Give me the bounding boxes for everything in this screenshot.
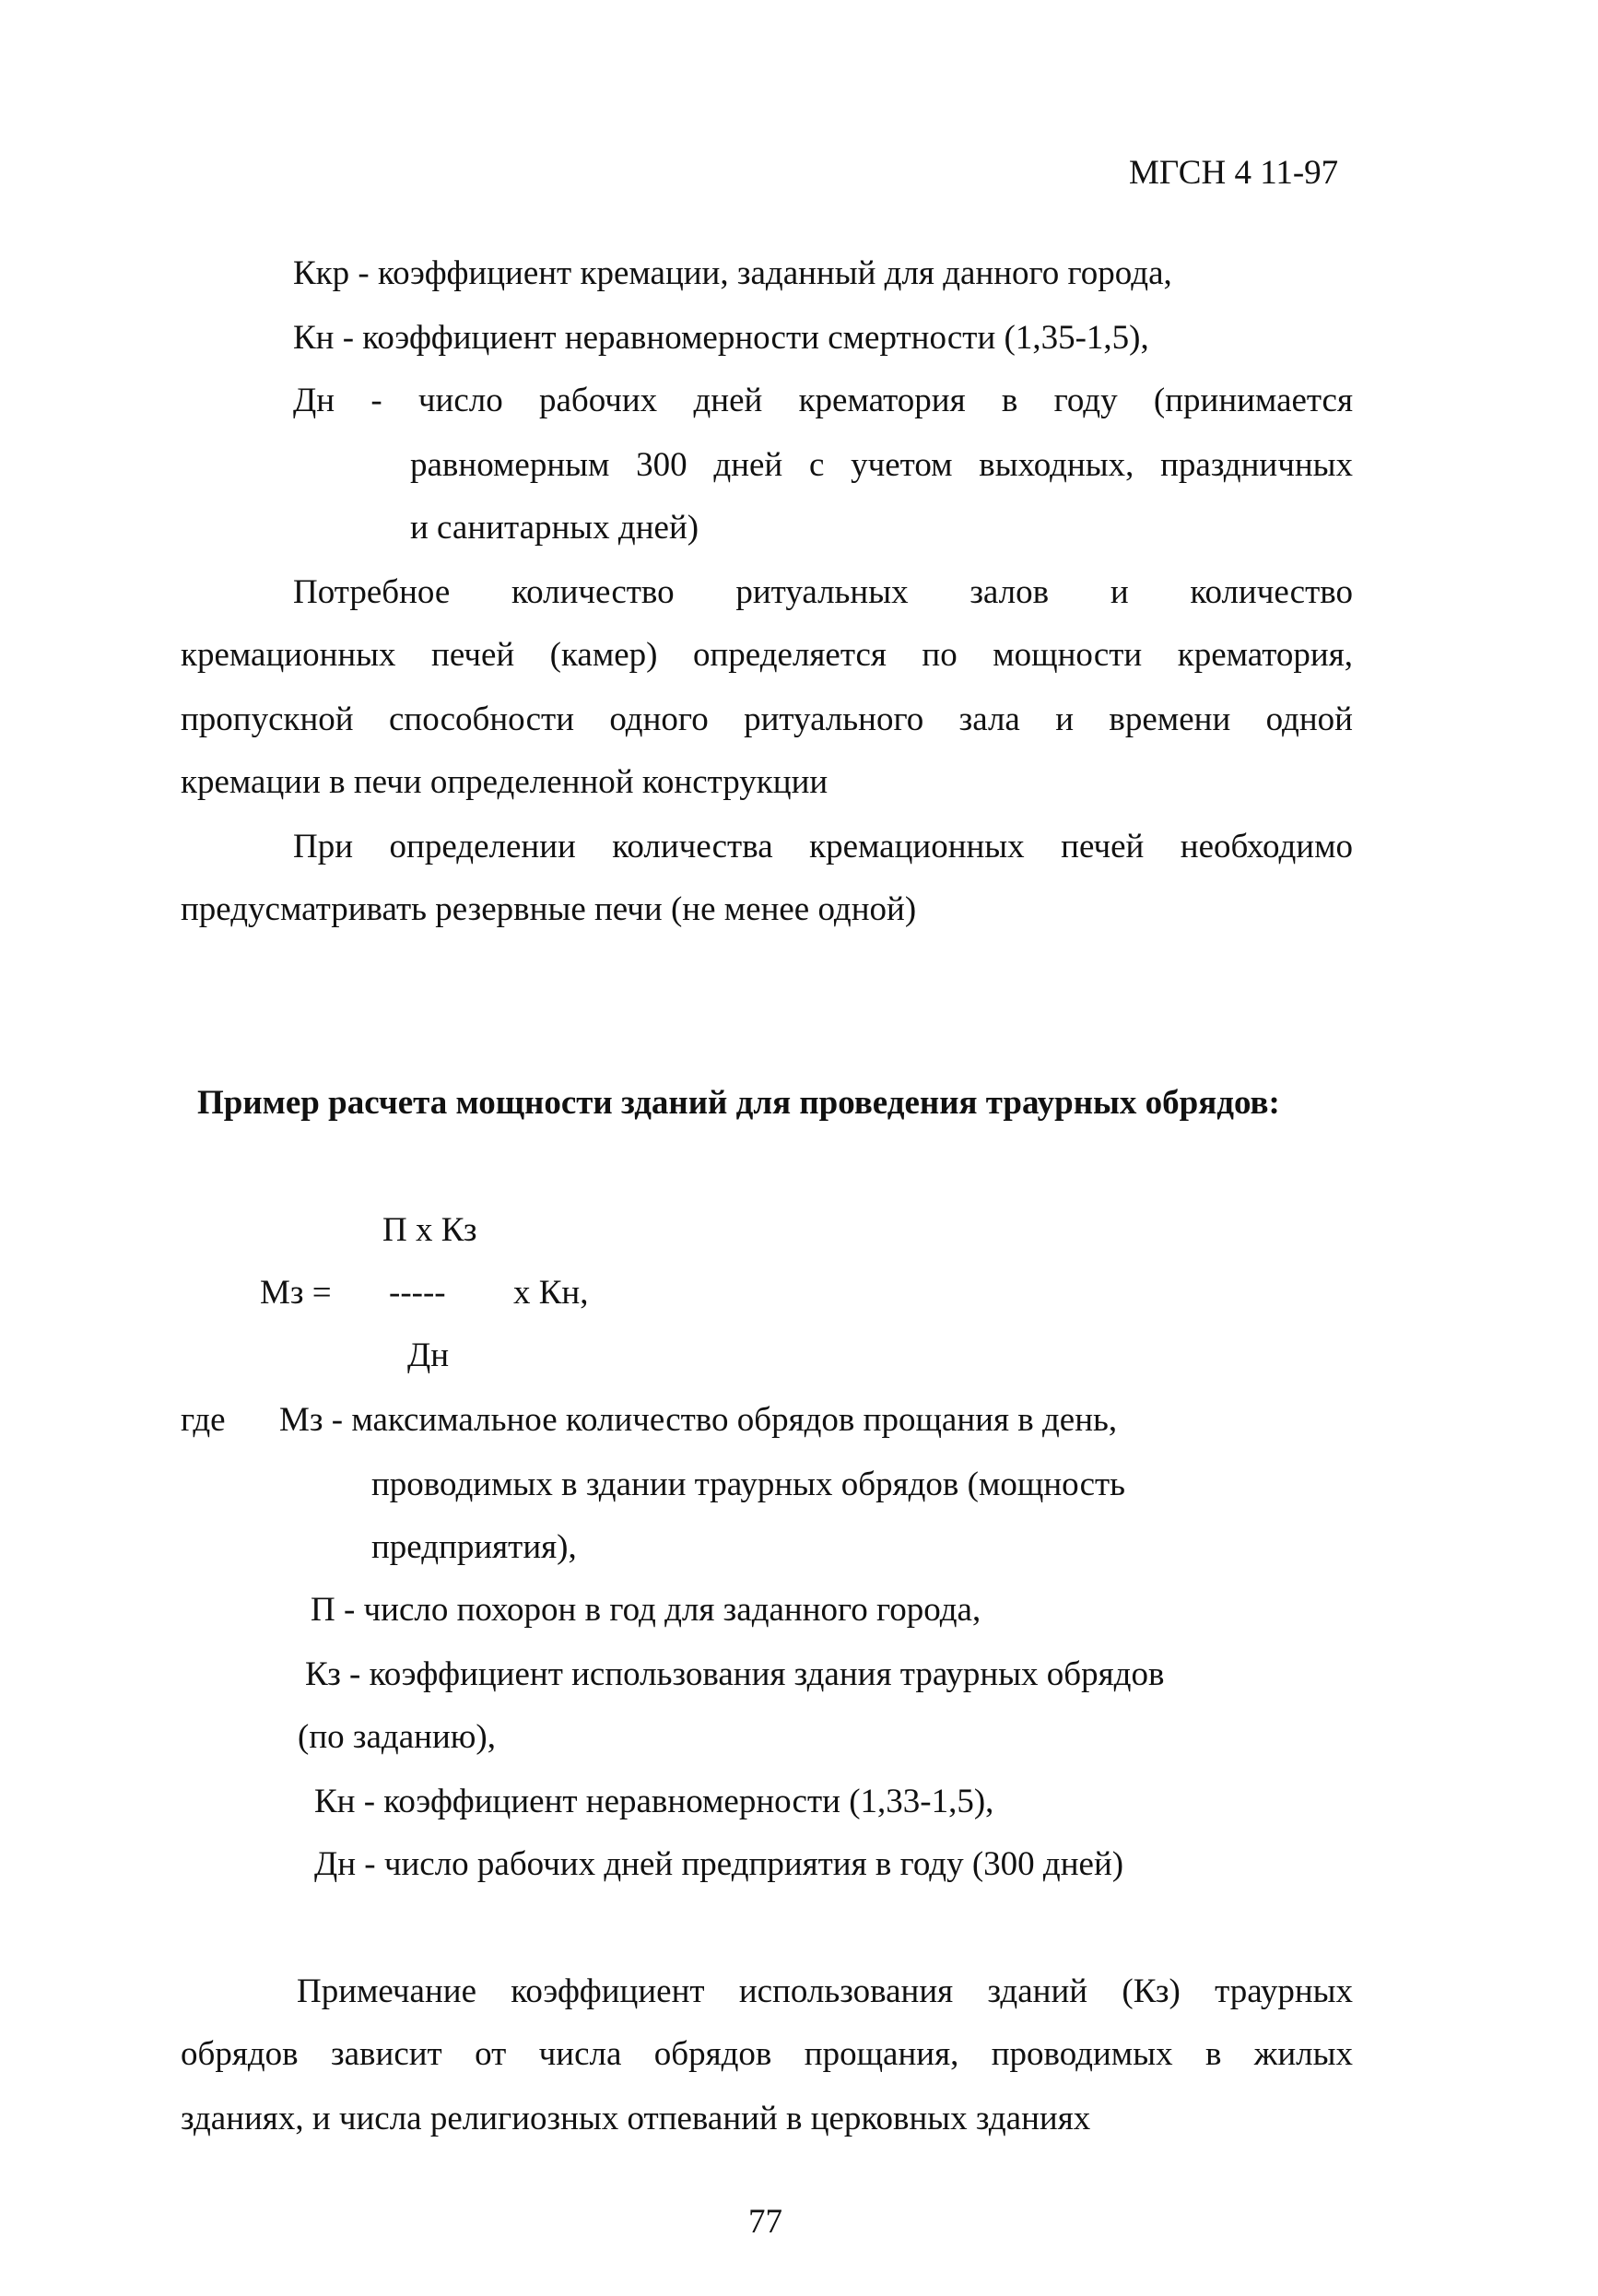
where-kn: Кн - коэффициент неравномерности (1,33-1,5), [314, 1783, 994, 1820]
formula-factor: х Кн, [513, 1274, 589, 1312]
paragraph-1-line-1: Потребное количество ритуальных залов и количество [293, 573, 1353, 611]
formula-fraction-bar: ----- [389, 1274, 446, 1312]
formula-denominator: Дн [407, 1336, 450, 1374]
note-line-1: Примечание коэффициент использования зданий (Кз) траурных [297, 1972, 1353, 2010]
page-number: 77 [748, 2203, 782, 2241]
definition-kn: Кн - коэффициент неравномерности смертности (1,35-1,5), [293, 319, 1149, 357]
paragraph-1-line-2: кремационных печей (камер) определяется по мощности крематория, [181, 636, 1353, 674]
section-heading: Пример расчета мощности зданий для проведения траурных обрядов: [197, 1084, 1280, 1122]
paragraph-1-line-4: кремации в печи определенной конструкции [181, 763, 828, 801]
where-kz: Кз - коэффициент использования здания траурных обрядов [305, 1655, 1165, 1693]
note-line-3: зданиях, и числа религиозных отпеваний в церковных зданиях [181, 2100, 1091, 2137]
definition-dn: Дн - число рабочих дней крематория в году (принимается [293, 382, 1353, 419]
where-mz-cont-1: проводимых в здании траурных обрядов (мощность [371, 1466, 1126, 1503]
where-mz: Мз - максимальное количество обрядов прощания в день, [279, 1401, 1118, 1439]
definition-kkr: Ккр - коэффициент кремации, заданный для данного города, [293, 254, 1172, 292]
note-line-2: обрядов зависит от числа обрядов прощания, проводимых в жилых [181, 2035, 1353, 2073]
paragraph-2-line-2: предусматривать резервные печи (не менее одной) [181, 890, 917, 928]
formula-numerator: П х Кз [382, 1211, 477, 1249]
where-label: где [181, 1401, 226, 1439]
where-dn: Дн - число рабочих дней предприятия в году (300 дней) [314, 1845, 1124, 1883]
document-code: МГСН 4 11-97 [1129, 154, 1339, 192]
where-mz-cont-2: предприятия), [371, 1528, 577, 1566]
definition-dn-cont-2: и санитарных дней) [410, 509, 699, 547]
paragraph-2-line-1: При определении количества кремационных печей необходимо [293, 828, 1353, 865]
definition-dn-cont-1: равномерным 300 дней с учетом выходных, праздничных [410, 446, 1353, 484]
formula-lhs: Мз = [260, 1274, 332, 1312]
paragraph-1-line-3: пропускной способности одного ритуального зала и времени одной [181, 701, 1353, 738]
where-kz-cont: (по заданию), [298, 1718, 496, 1756]
where-p: П - число похорон в год для заданного города, [311, 1591, 981, 1629]
